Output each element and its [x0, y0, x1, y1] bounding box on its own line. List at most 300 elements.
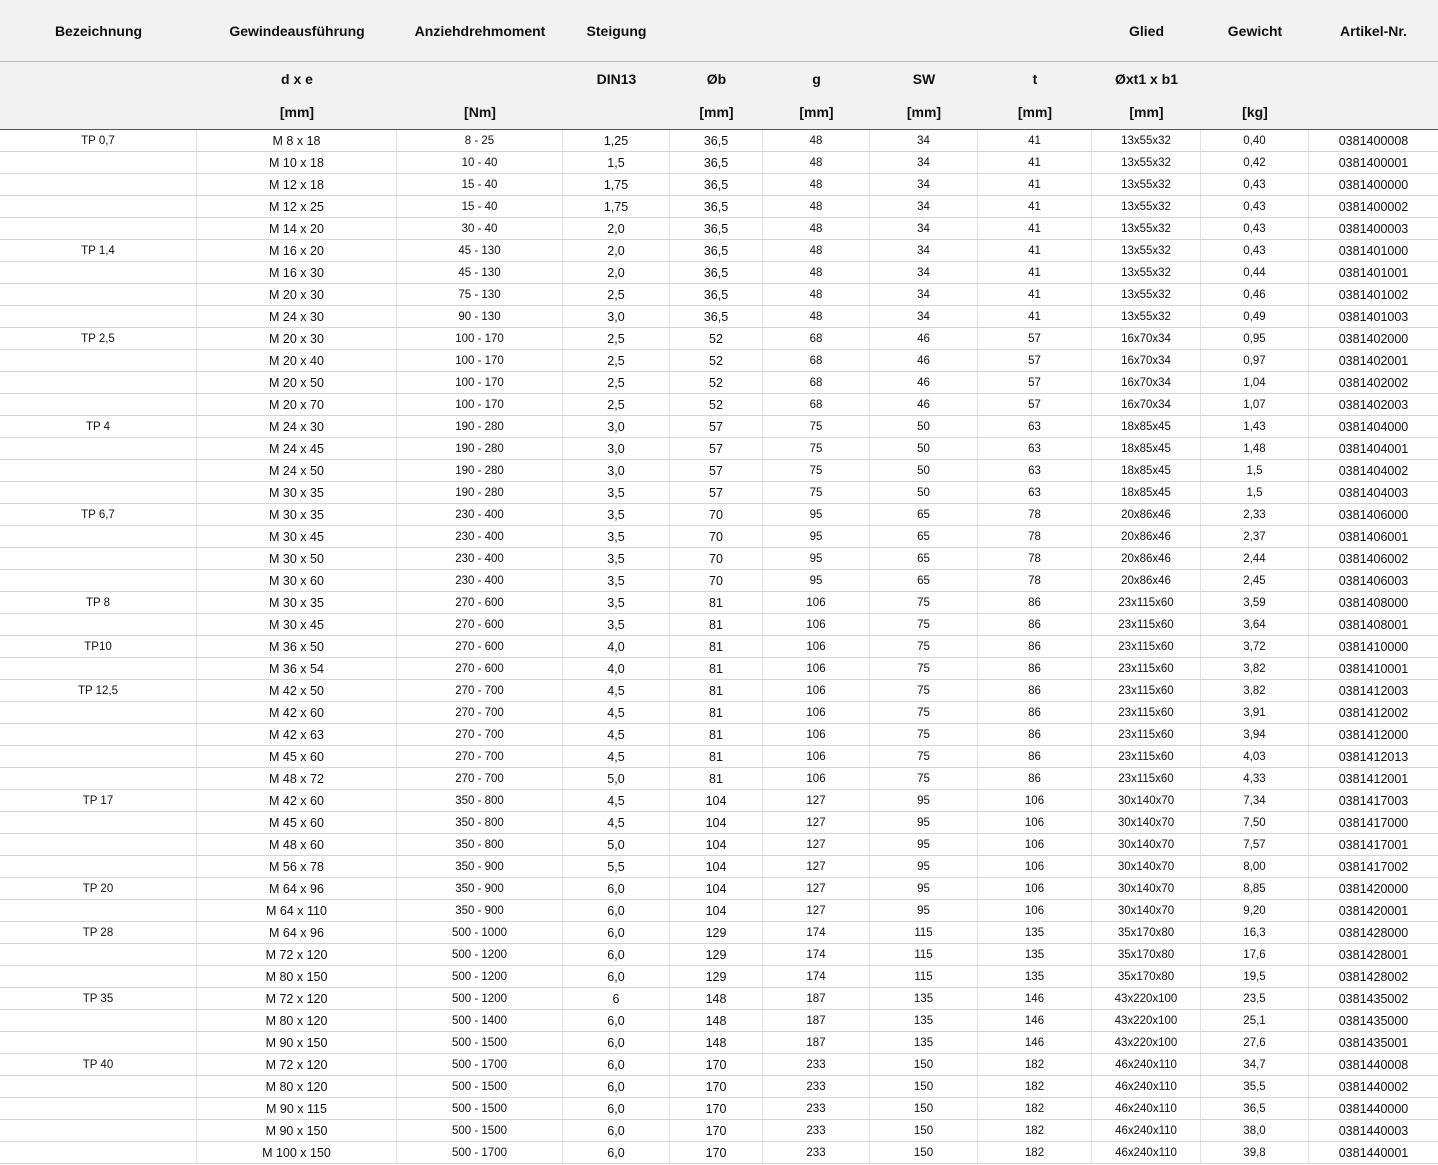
table-row — [0, 196, 1438, 218]
table-row — [0, 328, 1438, 350]
cell-g: 68 — [763, 350, 870, 371]
cell-gewicht: 35,5 — [1201, 1076, 1309, 1097]
cell-anziehdrehmoment: 500 - 1500 — [397, 1032, 563, 1053]
cell-sw: 34 — [870, 196, 978, 217]
cell-anziehdrehmoment: 270 - 600 — [397, 592, 563, 613]
cell-t: 41 — [978, 240, 1092, 261]
table-row — [0, 526, 1438, 548]
cell-glied: 23x115x60 — [1092, 592, 1201, 613]
cell-bezeichnung — [0, 218, 197, 239]
cell-sw: 135 — [870, 988, 978, 1009]
cell-g: 48 — [763, 240, 870, 261]
cell-glied: 20x86x46 — [1092, 526, 1201, 547]
cell-steigung: 3,5 — [563, 548, 670, 569]
cell-steigung: 4,5 — [563, 790, 670, 811]
cell-gewicht: 0,97 — [1201, 350, 1309, 371]
cell-bezeichnung — [0, 944, 197, 965]
col-artikel-header: Artikel-Nr. — [1340, 22, 1407, 39]
cell-gewicht: 0,42 — [1201, 152, 1309, 173]
cell-artikel-nr: 0381401000 — [1338, 243, 1409, 258]
cell-t: 86 — [978, 614, 1092, 635]
cell-anziehdrehmoment: 190 - 280 — [397, 482, 563, 503]
cell-gewicht: 1,5 — [1201, 460, 1309, 481]
cell-gewinde: M 24 x 50 — [197, 460, 397, 481]
cell-gewinde: M 30 x 45 — [197, 614, 397, 635]
cell-gewicht: 36,5 — [1201, 1098, 1309, 1119]
cell-b: 36,5 — [670, 240, 763, 261]
cell-t: 63 — [978, 460, 1092, 481]
cell-steigung: 6,0 — [563, 944, 670, 965]
cell-g: 106 — [763, 680, 870, 701]
cell-b: 36,5 — [670, 152, 763, 173]
cell-sw: 65 — [870, 504, 978, 525]
cell-gewinde: M 30 x 35 — [197, 482, 397, 503]
cell-gewicht: 19,5 — [1201, 966, 1309, 987]
cell-glied: 46x240x110 — [1092, 1098, 1201, 1119]
cell-t: 106 — [978, 878, 1092, 899]
cell-steigung: 6,0 — [563, 900, 670, 921]
cell-b: 36,5 — [670, 306, 763, 327]
cell-bezeichnung — [0, 966, 197, 987]
cell-glied: 23x115x60 — [1092, 658, 1201, 679]
cell-gewinde: M 10 x 18 — [197, 152, 397, 173]
cell-t: 146 — [978, 1032, 1092, 1053]
cell-sw: 50 — [870, 482, 978, 503]
cell-anziehdrehmoment: 190 - 280 — [397, 460, 563, 481]
cell-anziehdrehmoment: 350 - 800 — [397, 812, 563, 833]
cell-bezeichnung: TP 40 — [0, 1054, 197, 1075]
cell-sw: 75 — [870, 592, 978, 613]
cell-gewinde: M 36 x 54 — [197, 658, 397, 679]
cell-artikel-nr: 0381420001 — [1338, 903, 1409, 918]
cell-t: 106 — [978, 856, 1092, 877]
cell-glied: 13x55x32 — [1092, 284, 1201, 305]
cell-steigung: 4,5 — [563, 702, 670, 723]
cell-gewinde: M 20 x 30 — [197, 328, 397, 349]
cell-steigung: 6,0 — [563, 1032, 670, 1053]
cell-bezeichnung — [0, 702, 197, 723]
cell-bezeichnung — [0, 196, 197, 217]
table-row — [0, 240, 1438, 262]
cell-sw: 75 — [870, 702, 978, 723]
cell-gewicht: 38,0 — [1201, 1120, 1309, 1141]
cell-bezeichnung — [0, 548, 197, 569]
table-row — [0, 394, 1438, 416]
col-glied-header: Glied — [1128, 22, 1164, 39]
cell-steigung: 6,0 — [563, 1054, 670, 1075]
cell-t: 41 — [978, 284, 1092, 305]
cell-t: 135 — [978, 966, 1092, 987]
cell-b: 104 — [670, 834, 763, 855]
cell-g: 48 — [763, 284, 870, 305]
cell-b: 81 — [670, 724, 763, 745]
cell-artikel-nr: 0381440000 — [1338, 1101, 1409, 1116]
cell-g: 68 — [763, 394, 870, 415]
cell-anziehdrehmoment: 270 - 700 — [397, 746, 563, 767]
cell-b: 129 — [670, 944, 763, 965]
cell-glied: 23x115x60 — [1092, 724, 1201, 745]
cell-g: 48 — [763, 152, 870, 173]
cell-bezeichnung — [0, 526, 197, 547]
cell-steigung: 3,0 — [563, 438, 670, 459]
header-symbol: t — [1032, 70, 1038, 87]
table-row — [0, 680, 1438, 702]
cell-gewinde: M 48 x 72 — [197, 768, 397, 789]
table-row — [0, 1032, 1438, 1054]
cell-g: 48 — [763, 174, 870, 195]
cell-gewicht: 2,44 — [1201, 548, 1309, 569]
table-row — [0, 944, 1438, 966]
cell-steigung: 4,0 — [563, 658, 670, 679]
cell-t: 86 — [978, 724, 1092, 745]
table-row — [0, 658, 1438, 680]
cell-g: 106 — [763, 636, 870, 657]
cell-sw: 95 — [870, 812, 978, 833]
cell-b: 148 — [670, 1032, 763, 1053]
cell-b: 81 — [670, 636, 763, 657]
cell-anziehdrehmoment: 190 - 280 — [397, 438, 563, 459]
cell-artikel-nr: 0381404003 — [1338, 485, 1409, 500]
cell-gewinde: M 64 x 96 — [197, 878, 397, 899]
table-row — [0, 900, 1438, 922]
cell-g: 95 — [763, 548, 870, 569]
cell-b: 52 — [670, 372, 763, 393]
cell-sw: 65 — [870, 548, 978, 569]
cell-sw: 46 — [870, 350, 978, 371]
cell-artikel-nr: 0381402003 — [1338, 397, 1409, 412]
cell-gewicht: 4,03 — [1201, 746, 1309, 767]
table-body — [0, 130, 1438, 1164]
cell-bezeichnung — [0, 174, 197, 195]
cell-t: 78 — [978, 526, 1092, 547]
cell-b: 36,5 — [670, 218, 763, 239]
cell-bezeichnung: TP 6,7 — [0, 504, 197, 525]
cell-gewinde: M 30 x 50 — [197, 548, 397, 569]
header-symbol — [1201, 62, 1309, 95]
cell-gewinde: M 14 x 20 — [197, 218, 397, 239]
cell-g: 127 — [763, 856, 870, 877]
cell-gewicht: 4,33 — [1201, 768, 1309, 789]
cell-bezeichnung: TP 8 — [0, 592, 197, 613]
cell-sw: 46 — [870, 394, 978, 415]
cell-g: 127 — [763, 878, 870, 899]
cell-gewinde: M 42 x 63 — [197, 724, 397, 745]
cell-gewinde: M 16 x 20 — [197, 240, 397, 261]
cell-artikel-nr: 0381435002 — [1338, 991, 1409, 1006]
cell-bezeichnung — [0, 350, 197, 371]
cell-glied: 43x220x100 — [1092, 1010, 1201, 1031]
cell-sw: 65 — [870, 526, 978, 547]
cell-artikel-nr: 0381410000 — [1338, 639, 1409, 654]
cell-g: 75 — [763, 482, 870, 503]
cell-gewinde: M 30 x 60 — [197, 570, 397, 591]
cell-t: 86 — [978, 702, 1092, 723]
cell-bezeichnung: TP 17 — [0, 790, 197, 811]
header-symbol — [0, 62, 197, 95]
cell-bezeichnung — [0, 1010, 197, 1031]
cell-gewicht: 0,49 — [1201, 306, 1309, 327]
cell-g: 127 — [763, 812, 870, 833]
cell-gewinde: M 24 x 30 — [197, 416, 397, 437]
cell-anziehdrehmoment: 500 - 1000 — [397, 922, 563, 943]
cell-artikel-nr: 0381404000 — [1338, 419, 1409, 434]
cell-gewinde: M 30 x 45 — [197, 526, 397, 547]
cell-sw: 115 — [870, 944, 978, 965]
header-symbol: g — [812, 70, 821, 87]
cell-bezeichnung — [0, 724, 197, 745]
cell-gewicht: 8,00 — [1201, 856, 1309, 877]
cell-glied: 23x115x60 — [1092, 614, 1201, 635]
cell-gewinde: M 20 x 70 — [197, 394, 397, 415]
cell-g: 233 — [763, 1054, 870, 1075]
cell-b: 148 — [670, 1010, 763, 1031]
cell-t: 41 — [978, 174, 1092, 195]
cell-steigung: 6,0 — [563, 966, 670, 987]
cell-artikel-nr: 0381402002 — [1338, 375, 1409, 390]
header-symbol — [1309, 62, 1438, 95]
cell-bezeichnung: TP 0,7 — [0, 130, 197, 151]
table-row — [0, 174, 1438, 196]
header-unit: [kg] — [1242, 104, 1268, 120]
cell-bezeichnung — [0, 834, 197, 855]
cell-gewinde: M 24 x 45 — [197, 438, 397, 459]
cell-sw: 75 — [870, 724, 978, 745]
cell-b: 36,5 — [670, 130, 763, 151]
cell-steigung: 1,75 — [563, 196, 670, 217]
cell-artikel-nr: 0381402001 — [1338, 353, 1409, 368]
cell-artikel-nr: 0381408000 — [1338, 595, 1409, 610]
cell-glied: 23x115x60 — [1092, 768, 1201, 789]
cell-b: 52 — [670, 350, 763, 371]
cell-gewinde: M 42 x 60 — [197, 790, 397, 811]
cell-bezeichnung: TP 28 — [0, 922, 197, 943]
cell-gewicht: 9,20 — [1201, 900, 1309, 921]
cell-b: 57 — [670, 460, 763, 481]
cell-gewinde: M 16 x 30 — [197, 262, 397, 283]
cell-glied: 13x55x32 — [1092, 306, 1201, 327]
cell-b: 57 — [670, 482, 763, 503]
cell-artikel-nr: 0381400000 — [1338, 177, 1409, 192]
table-row — [0, 834, 1438, 856]
cell-bezeichnung — [0, 482, 197, 503]
cell-gewinde: M 20 x 30 — [197, 284, 397, 305]
cell-glied: 13x55x32 — [1092, 152, 1201, 173]
table-row — [0, 592, 1438, 614]
cell-steigung: 3,0 — [563, 416, 670, 437]
cell-gewinde: M 100 x 150 — [197, 1142, 397, 1163]
cell-gewinde: M 24 x 30 — [197, 306, 397, 327]
cell-sw: 95 — [870, 856, 978, 877]
cell-artikel-nr: 0381440003 — [1338, 1123, 1409, 1138]
cell-steigung: 2,0 — [563, 218, 670, 239]
header-row-titles — [0, 0, 1438, 62]
cell-t: 135 — [978, 944, 1092, 965]
cell-b: 70 — [670, 548, 763, 569]
cell-g: 48 — [763, 218, 870, 239]
cell-artikel-nr: 0381412003 — [1338, 683, 1409, 698]
cell-steigung: 1,5 — [563, 152, 670, 173]
table-row — [0, 768, 1438, 790]
cell-b: 70 — [670, 526, 763, 547]
table-row — [0, 724, 1438, 746]
table-row — [0, 482, 1438, 504]
cell-glied: 23x115x60 — [1092, 636, 1201, 657]
cell-gewicht: 1,07 — [1201, 394, 1309, 415]
cell-b: 36,5 — [670, 284, 763, 305]
cell-steigung: 1,75 — [563, 174, 670, 195]
cell-glied: 35x170x80 — [1092, 922, 1201, 943]
header-unit: [mm] — [906, 104, 942, 120]
cell-b: 70 — [670, 570, 763, 591]
cell-gewicht: 16,3 — [1201, 922, 1309, 943]
cell-t: 135 — [978, 922, 1092, 943]
header-symbol: SW — [912, 70, 936, 87]
cell-bezeichnung — [0, 570, 197, 591]
cell-gewicht: 0,44 — [1201, 262, 1309, 283]
cell-steigung: 6,0 — [563, 1076, 670, 1097]
cell-gewinde: M 30 x 35 — [197, 504, 397, 525]
cell-sw: 34 — [870, 306, 978, 327]
cell-glied: 13x55x32 — [1092, 262, 1201, 283]
col-anziehdrehmoment-header: Anziehdrehmoment — [414, 22, 546, 39]
col-g-header — [763, 0, 870, 61]
header-unit — [1309, 95, 1438, 129]
col-b-header — [670, 0, 763, 61]
cell-glied: 20x86x46 — [1092, 548, 1201, 569]
cell-gewinde: M 8 x 18 — [197, 130, 397, 151]
cell-glied: 35x170x80 — [1092, 966, 1201, 987]
cell-sw: 34 — [870, 130, 978, 151]
cell-sw: 50 — [870, 460, 978, 481]
col-gewicht-header: Gewicht — [1227, 22, 1283, 39]
cell-anziehdrehmoment: 100 - 170 — [397, 394, 563, 415]
cell-bezeichnung: TP 1,4 — [0, 240, 197, 261]
cell-gewinde: M 20 x 40 — [197, 350, 397, 371]
cell-gewicht: 0,46 — [1201, 284, 1309, 305]
cell-t: 86 — [978, 768, 1092, 789]
cell-g: 48 — [763, 262, 870, 283]
cell-g: 95 — [763, 570, 870, 591]
cell-b: 70 — [670, 504, 763, 525]
cell-steigung: 3,5 — [563, 482, 670, 503]
cell-anziehdrehmoment: 230 - 400 — [397, 548, 563, 569]
col-t-header — [978, 0, 1092, 61]
cell-sw: 34 — [870, 218, 978, 239]
cell-gewicht: 3,72 — [1201, 636, 1309, 657]
cell-artikel-nr: 0381412002 — [1338, 705, 1409, 720]
cell-b: 148 — [670, 988, 763, 1009]
cell-steigung: 3,0 — [563, 460, 670, 481]
cell-anziehdrehmoment: 15 - 40 — [397, 174, 563, 195]
cell-steigung: 4,5 — [563, 724, 670, 745]
cell-artikel-nr: 0381406002 — [1338, 551, 1409, 566]
cell-g: 106 — [763, 746, 870, 767]
cell-glied: 23x115x60 — [1092, 746, 1201, 767]
cell-gewinde: M 45 x 60 — [197, 746, 397, 767]
cell-b: 170 — [670, 1120, 763, 1141]
header-symbol — [397, 62, 563, 95]
cell-g: 233 — [763, 1142, 870, 1163]
cell-gewinde: M 12 x 25 — [197, 196, 397, 217]
cell-gewinde: M 36 x 50 — [197, 636, 397, 657]
cell-glied: 30x140x70 — [1092, 856, 1201, 877]
cell-t: 78 — [978, 548, 1092, 569]
cell-b: 104 — [670, 812, 763, 833]
cell-bezeichnung: TP 4 — [0, 416, 197, 437]
cell-sw: 135 — [870, 1010, 978, 1031]
cell-anziehdrehmoment: 500 - 1500 — [397, 1076, 563, 1097]
cell-g: 233 — [763, 1098, 870, 1119]
cell-bezeichnung — [0, 1032, 197, 1053]
cell-t: 86 — [978, 680, 1092, 701]
cell-g: 127 — [763, 790, 870, 811]
cell-bezeichnung — [0, 438, 197, 459]
header-unit: [mm] — [1129, 104, 1164, 120]
cell-sw: 150 — [870, 1076, 978, 1097]
cell-sw: 34 — [870, 262, 978, 283]
cell-sw: 34 — [870, 152, 978, 173]
cell-anziehdrehmoment: 500 - 1400 — [397, 1010, 563, 1031]
cell-steigung: 5,0 — [563, 768, 670, 789]
cell-anziehdrehmoment: 270 - 700 — [397, 680, 563, 701]
cell-b: 81 — [670, 614, 763, 635]
cell-gewinde: M 80 x 120 — [197, 1010, 397, 1031]
cell-steigung: 4,5 — [563, 680, 670, 701]
cell-glied: 43x220x100 — [1092, 988, 1201, 1009]
cell-gewicht: 1,5 — [1201, 482, 1309, 503]
cell-b: 104 — [670, 856, 763, 877]
cell-glied: 46x240x110 — [1092, 1142, 1201, 1163]
cell-gewicht: 0,43 — [1201, 218, 1309, 239]
cell-sw: 46 — [870, 328, 978, 349]
cell-glied: 20x86x46 — [1092, 504, 1201, 525]
cell-artikel-nr: 0381400008 — [1338, 133, 1409, 148]
cell-artikel-nr: 0381406001 — [1338, 529, 1409, 544]
cell-b: 81 — [670, 702, 763, 723]
cell-glied: 18x85x45 — [1092, 460, 1201, 481]
cell-t: 41 — [978, 262, 1092, 283]
cell-gewicht: 2,45 — [1201, 570, 1309, 591]
cell-anziehdrehmoment: 500 - 1200 — [397, 988, 563, 1009]
cell-t: 63 — [978, 438, 1092, 459]
cell-glied: 13x55x32 — [1092, 218, 1201, 239]
cell-t: 57 — [978, 350, 1092, 371]
cell-artikel-nr: 0381417003 — [1338, 793, 1409, 808]
header-unit — [563, 95, 670, 129]
cell-b: 36,5 — [670, 174, 763, 195]
cell-glied: 13x55x32 — [1092, 240, 1201, 261]
header-row-symbols — [0, 62, 1438, 95]
cell-sw: 65 — [870, 570, 978, 591]
cell-glied: 16x70x34 — [1092, 350, 1201, 371]
cell-g: 233 — [763, 1120, 870, 1141]
cell-t: 41 — [978, 306, 1092, 327]
cell-t: 86 — [978, 658, 1092, 679]
cell-glied: 20x86x46 — [1092, 570, 1201, 591]
cell-bezeichnung — [0, 152, 197, 173]
cell-anziehdrehmoment: 100 - 170 — [397, 350, 563, 371]
cell-g: 48 — [763, 306, 870, 327]
cell-gewicht: 2,37 — [1201, 526, 1309, 547]
cell-t: 86 — [978, 636, 1092, 657]
cell-gewinde: M 20 x 50 — [197, 372, 397, 393]
table-row — [0, 1120, 1438, 1142]
cell-artikel-nr: 0381440002 — [1338, 1079, 1409, 1094]
cell-gewinde: M 64 x 110 — [197, 900, 397, 921]
col-steigung-header: Steigung — [586, 22, 647, 39]
cell-glied: 16x70x34 — [1092, 394, 1201, 415]
header-unit: [mm] — [1017, 104, 1053, 120]
